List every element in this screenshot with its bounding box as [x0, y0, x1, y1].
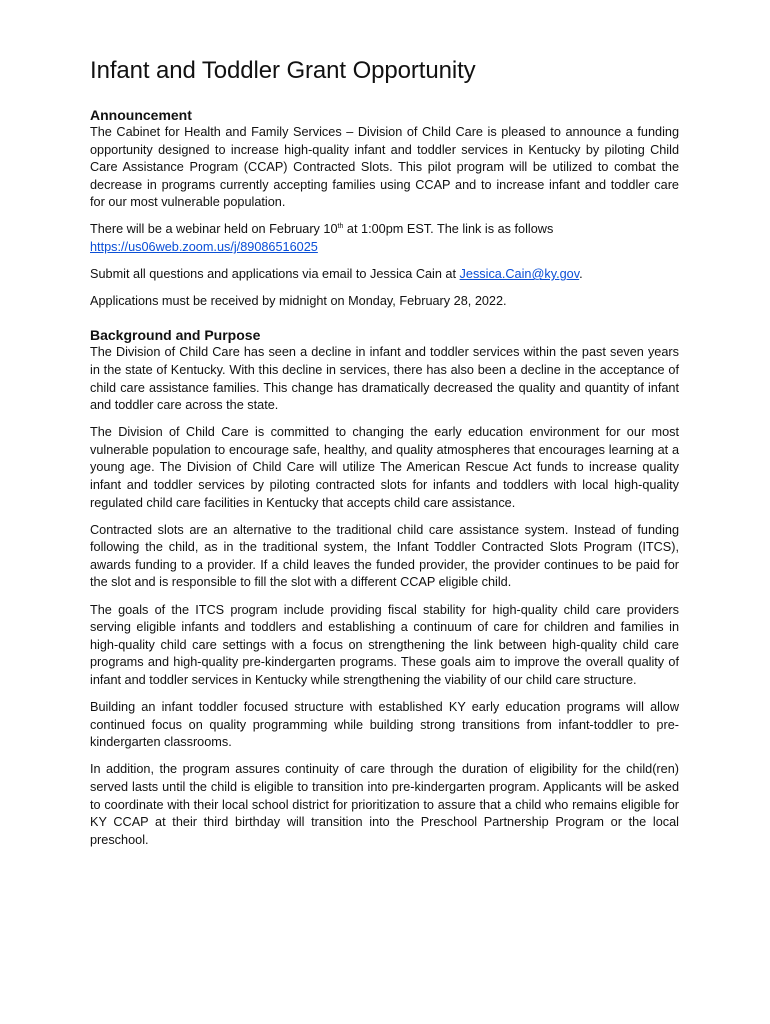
submit-paragraph [90, 266, 679, 284]
webinar-text-continued: at 1:00pm EST. The link is as follows [343, 222, 554, 237]
background-paragraph: The Division of Child Care is committed to changing the early education environment for our most vulnerable population to encourage safe, healthy, and quality atmospheres that encourages learning at a young age. The Division of Child Care will utilize The American Rescue Act funds to increase quality infant and toddler services by piloting contracted slots for infants and toddlers with local high-quality regulated child care facilities in Kentucky that accepts child care assistance. [90, 425, 679, 510]
page-title: Infant and Toddler Grant Opportunity [90, 57, 476, 84]
webinar-text: There will be a webinar held on February 10 [90, 222, 338, 237]
submit-text-end: . [579, 267, 583, 282]
submit-text: Submit all questions and applications via email to Jessica Cain at [90, 267, 460, 282]
background-paragraph: Building an infant toddler focused structure with established KY early education programs will allow continued focus on quality programming while building strong transitions from infant-toddler to pre-kindergarten classrooms. [90, 700, 679, 750]
background-paragraph: Contracted slots are an alternative to the traditional child care assistance system. Instead of funding following the child, as in the traditional system, the Infant Toddler Contracted Slots Program (ITCS), awards funding to a provider. If a child leaves the funded provider, the provider continues to be paid for the slot and is responsible to fill the slot with a different CCAP eligible child. [90, 522, 679, 590]
webinar-date-suffix: th [337, 223, 344, 231]
background-paragraph: In addition, the program assures continuity of care through the duration of eligibility for the child(ren) served lasts until the child is eligible to transition into pre-kindergarten program. Applicants will be asked to coordinate with their local school district for prioritization to assure that a child who remains eligible for KY CCAP at their third birthday will transition into the Preschool Partnership Program or the local preschool. [90, 762, 679, 847]
background-heading: Background and Purpose [90, 327, 261, 344]
announcement-paragraph: The Cabinet for Health and Family Services – Division of Child Care is pleased to announce a funding opportunity designed to increase high-quality infant and toddler services in Kentucky by piloting Child Care Assistance Program (CCAP) Contracted Slots. This pilot program will be utilized to combat the decrease in programs currently accepting families using CCAP and to increase infant and toddler care for our most vulnerable population. [90, 125, 679, 210]
webinar-link[interactable]: https://us06web.zoom.us/j/89086516025 [90, 240, 318, 255]
background-section [90, 326, 679, 849]
background-paragraph: The Division of Child Care has seen a decline in infant and toddler services within the past seven years in the state of Kentucky. With this decline in services, there has also been a decline in the acceptance of child care assistance families. This change has dramatically decreased the quality and quantity of infant and toddler care across the state. [90, 345, 679, 413]
deadline-paragraph: Applications must be received by midnight on Monday, February 28, 2022. [90, 294, 507, 309]
announcement-heading: Announcement [90, 107, 192, 123]
background-paragraph: The goals of the ITCS program include providing fiscal stability for high-quality child care providers serving eligible infants and toddlers and establishing a continuum of care for children and families in high-quality child care settings with a focus on strengthening the link between high-quality child care programs and high-quality pre-kindergarten programs. These goals aim to improve the overall quality of infant and toddler services in Kentucky while strengthening the viability of our child care structure. [90, 602, 679, 687]
announcement-section [90, 106, 679, 311]
contact-email-link[interactable]: Jessica.Cain@ky.gov [459, 267, 580, 282]
document-page [90, 56, 679, 859]
webinar-paragraph [90, 221, 679, 256]
